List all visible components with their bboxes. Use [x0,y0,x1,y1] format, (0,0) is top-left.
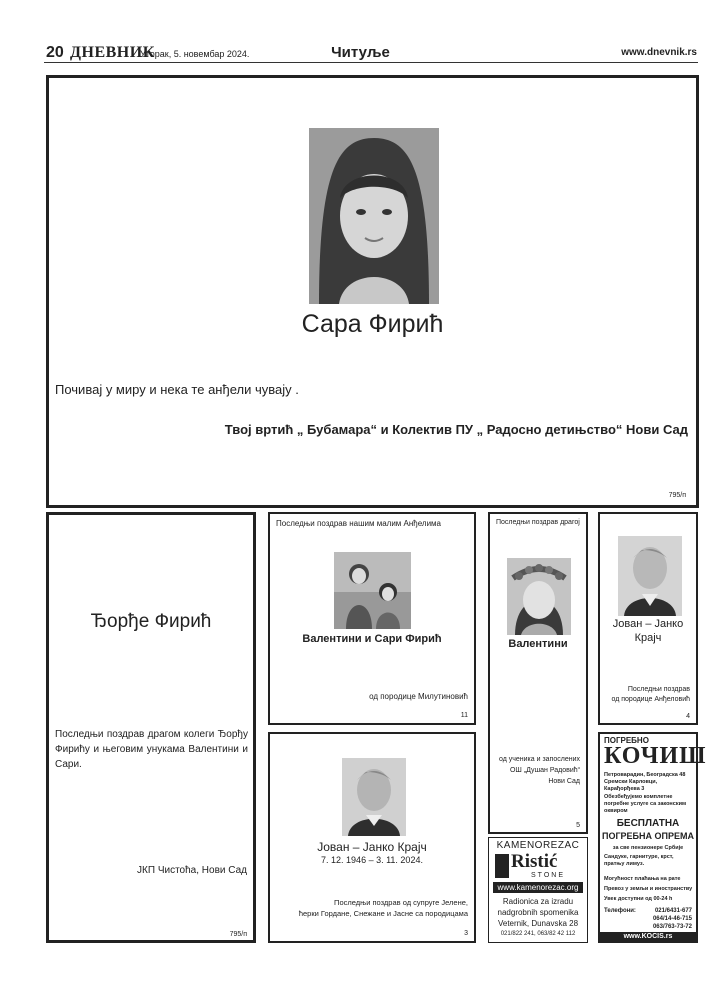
ad-item-2: Сандуке, гарнитуре, крст, пратњу лимуз. [604,854,674,867]
ad-brand: Ristić [511,851,558,872]
ad-title: KAMENOREZAC [496,840,580,851]
ad-code: 4 [686,713,690,720]
obituary-jovan [268,732,476,943]
obituary-valentina-sara [268,512,476,725]
signature-line-2: ОШ „Душан Радовић“ [509,767,580,774]
ad-brand-sub: STONE [531,872,565,879]
ad-code: 795/п [668,492,686,499]
signature-line-2: од породице Анђеловић [611,696,690,703]
signature-text: Твој вртић „ Бубамара“ и Колектив ПУ „ Радосно детињство“ Нови Сад [224,422,688,437]
ad-kocis [598,732,707,943]
ad-brand: КОЧИШ [604,743,707,769]
ad-logo-mark [495,854,509,878]
signature-line-3: Нови Сад [548,778,580,785]
ad-phone-3: 063/763-73-72 [652,924,692,930]
ad-item-5: Увек доступни од 00-24 h [604,896,673,902]
ad-item-3: Могућност плаћања на рате [604,876,681,882]
obituary-djordje [46,512,256,943]
ad-item-4: Превоз у земљи и иностранству [604,886,693,892]
ad-code: 795/п [229,931,247,938]
ad-phones: 021/822 241, 063/82 42 112 [500,931,576,937]
intro-text: Последњи поздрав нашим малим Анђелима [276,519,441,528]
sisters-photo [334,552,411,629]
signature-line-2: ћерки Гордане, Снежане и Јасне са породицама [298,909,468,918]
ad-line-3: Veternik, Dunavska 28 [497,919,579,928]
man-photo [342,758,406,836]
message-text: Последњи поздрав драгом колеги Ђорђу Фирићу и његовим унукама Валентини и Сари. [55,729,248,770]
ad-top: ПОГРЕБНО [604,736,649,745]
girl-photo [507,558,571,635]
ad-phones-label: Телефони: [604,908,636,914]
obituary-valentina [488,512,588,834]
ad-code: 11 [460,712,468,719]
ad-code: 3 [464,930,468,937]
ad-free-2: ПОГРЕБНА ОПРЕМА [601,831,695,841]
signature-line-1: од ученика и запослених [498,756,580,763]
ad-url[interactable]: www.KOCIS.rs [600,932,696,941]
man-photo [618,536,682,616]
deceased-name: Сара Фирић [301,310,444,338]
page-number: 20 [46,44,64,61]
signature-text: од породице Милутиновић [369,692,468,701]
ad-free-sub: за све пензионере Србије [612,845,684,851]
portrait-photo [309,128,439,304]
ad-code: 5 [576,822,580,829]
intro-text: Последњи поздрав драгој [496,519,580,526]
signature-text: ЈКП Чистоћа, Нови Сад [137,865,247,876]
ad-phone-1: 021/6431-677 [654,908,692,914]
message-text: Почивај у миру и нека те анђели чувају . [55,382,299,397]
ad-phone-2: 064/14-46-715 [652,916,692,922]
ad-line-1: Radionica za izradu [502,897,574,906]
ad-free-1: БЕСПЛАТНА [616,818,680,829]
signature-line-1: Последњи поздрав [627,686,690,693]
signature-line-1: Последњи поздрав од супруге Јелене, [334,898,468,907]
ad-item-1: Обезбеђујемо комплетне погребне услуге са законским оквиром [604,794,687,814]
name-line-1: Јован – Јанко [612,618,684,630]
issue-date: Уторак, 5. новембар 2024. [140,49,250,59]
life-dates: 7. 12. 1946 – 3. 11. 2024. [321,855,423,865]
header-rule [44,62,698,63]
obituary-jovan-small [598,512,698,725]
section-title: Читуље [331,44,390,61]
website-link[interactable]: www.dnevnik.rs [621,47,697,58]
ad-kamenorezac [488,837,588,943]
ad-url[interactable]: www.kamenorezac.org [493,882,583,893]
name-line-2: Крајч [634,632,662,644]
ad-line-2: nadgrobnih spomenika [497,908,579,917]
deceased-names: Валентини и Сари Фирић [302,633,442,645]
deceased-name: Јован – Јанко Крајч [317,840,427,854]
deceased-name: Валентини [508,638,568,650]
ad-address: Петроварадин, Београдска 48 Сремски Карловци, Карађорђева 3 [604,772,686,792]
newspaper-logo: ДНЕВНИК [70,44,155,61]
deceased-name: Ђорђе Фирић [90,611,212,632]
main-obituary [46,75,699,508]
